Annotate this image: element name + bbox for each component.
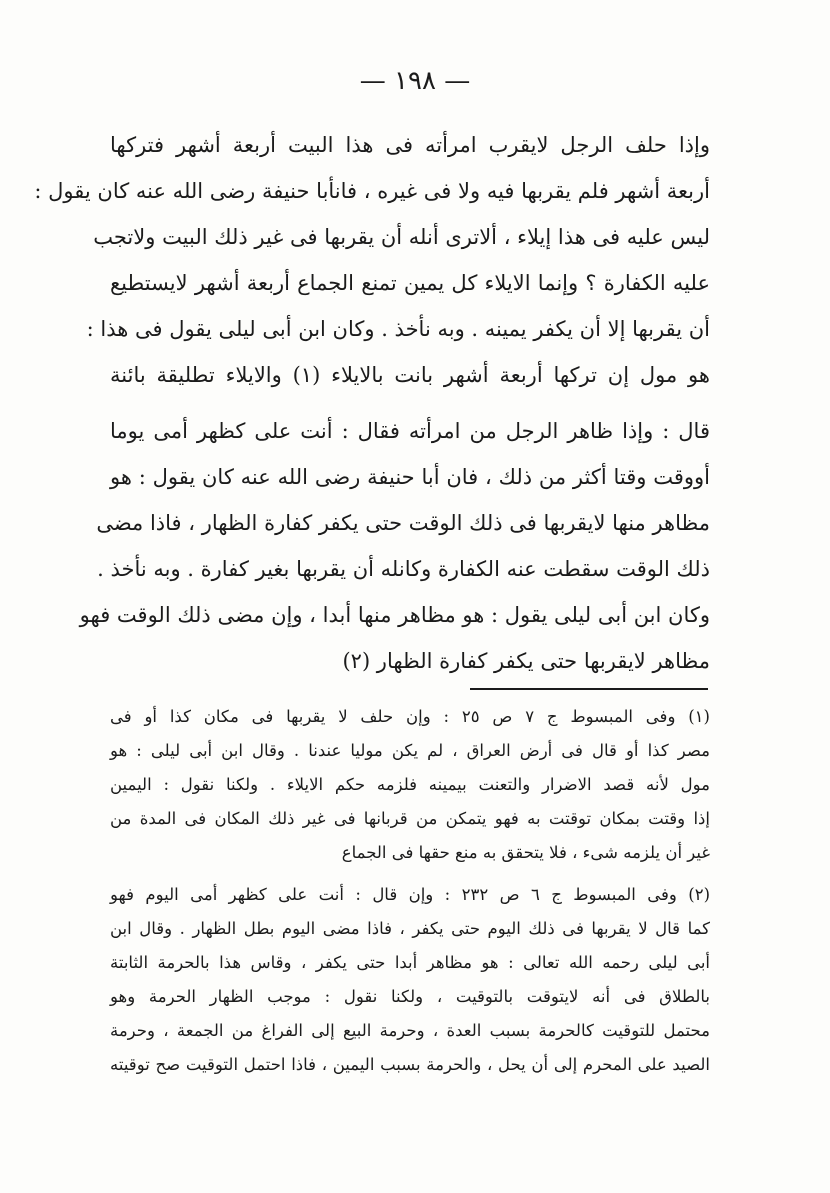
- footnote-line: غير أن يلزمه شىء ، فلا يتحقق به منع حقها فى الجماع: [341, 843, 710, 862]
- paragraph-ila: [34, 122, 710, 398]
- footnote-line: أبى ليلى رحمه الله تعالى : هو مظاهر أبدا حتى يكفر ، وقاس هذا بالحرمة الثابتة: [110, 953, 710, 972]
- text-line: أربعة أشهر فلم يقربها فيه ولا فى غيره ، فانأبا حنيفة رضى الله عنه كان يقول :: [34, 179, 710, 203]
- paragraph-zihar: [79, 408, 710, 684]
- text-line: مظاهر منها لايقربها فى ذلك الوقت حتى يكفر كفارة الظهار ، فاذا مضى: [96, 511, 710, 535]
- text-line: قال : وإذا ظاهر الرجل من امرأته فقال : أنت على كظهر أمى يوما: [110, 419, 710, 443]
- footnote-gap: [110, 870, 710, 878]
- footnote-line: (٢) وفى المبسوط ج ٦ ص ٢٣٢ : وإن قال : أنت على كظهر أمى اليوم فهو: [110, 885, 710, 904]
- footnote-line: مصر كذا أو قال فى أرض العراق ، لم يكن موليا عندنا . وقال ابن أبى ليلى : هو: [110, 741, 710, 760]
- text-line: أووقت وقتا أكثر من ذلك ، فان أبا حنيفة رضى الله عنه كان يقول : هو: [110, 465, 710, 489]
- footnote-1: [110, 700, 710, 870]
- footnote-line: بالطلاق فى أنه لايتوقت بالتوقيت ، ولكنا نقول : موجب الظهار الحرمة وهو: [110, 987, 710, 1006]
- footnote-line: كما قال لا يقربها فى ذلك اليوم حتى يكفر ، فاذا مضى اليوم بطل الظهار . وقال ابن: [110, 919, 710, 938]
- text-line: عليه الكفارة ؟ وإنما الايلاء كل يمين تمنع الجماع أربعة أشهر لايستطيع: [110, 271, 710, 295]
- footnote-divider: [470, 688, 708, 690]
- footnote-line: الصيد على المحرم إلى أن يحل ، والحرمة بسبب اليمين ، فاذا احتمل التوقيت صح توقيته: [110, 1055, 710, 1074]
- text-line: أن يقربها إلا أن يكفر يمينه . وبه نأخذ . وكان ابن أبى ليلى يقول فى هذا :: [86, 317, 710, 341]
- text-line: ذلك الوقت سقطت عنه الكفارة وكانله أن يقربها بغير كفارة . وبه نأخذ .: [97, 557, 710, 581]
- footnote-line: إذا وقتت بمكان توقتت به فهو يتمكن من قربانها فى غير ذلك المكان فى المدة من: [110, 809, 710, 828]
- footnote-line: (١) وفى المبسوط ج ٧ ص ٢٥ : وإن حلف لا يقربها فى مكان كذا أو فى: [110, 707, 710, 726]
- footnote-2: [110, 878, 710, 1082]
- text-line: مظاهر لايقربها حتى يكفر كفارة الظهار (٢): [342, 649, 710, 673]
- text-line: ليس عليه فى هذا إيلاء ، ألاترى أنله أن يقربها فى غير ذلك البيت ولاتجب: [93, 225, 710, 249]
- footnote-line: مول لأنه قصد الاضرار والتعنت بيمينه فلزمه حكم الايلاء . ولكنا نقول : اليمين: [110, 775, 710, 794]
- text-line: وكان ابن أبى ليلى يقول : هو مظاهر منها أبدا ، وإن مضى ذلك الوقت فهو: [79, 603, 710, 627]
- main-text: [34, 122, 710, 684]
- text-line: هو مول إن تركها أربعة أشهر بانت بالايلاء (١) والايلاء تطليقة بائنة: [110, 363, 710, 387]
- paragraph-gap: [110, 398, 710, 408]
- page-number: — ١٩٨ —: [359, 66, 471, 96]
- footnote-line: محتمل للتوقيت كالحرمة بسبب العدة ، وحرمة البيع إلى الفراغ من الجمعة ، وحرمة: [110, 1021, 710, 1040]
- footnotes: [110, 700, 710, 1082]
- text-line: وإذا حلف الرجل لايقرب امرأته فى هذا البيت أربعة أشهر فتركها: [110, 133, 710, 157]
